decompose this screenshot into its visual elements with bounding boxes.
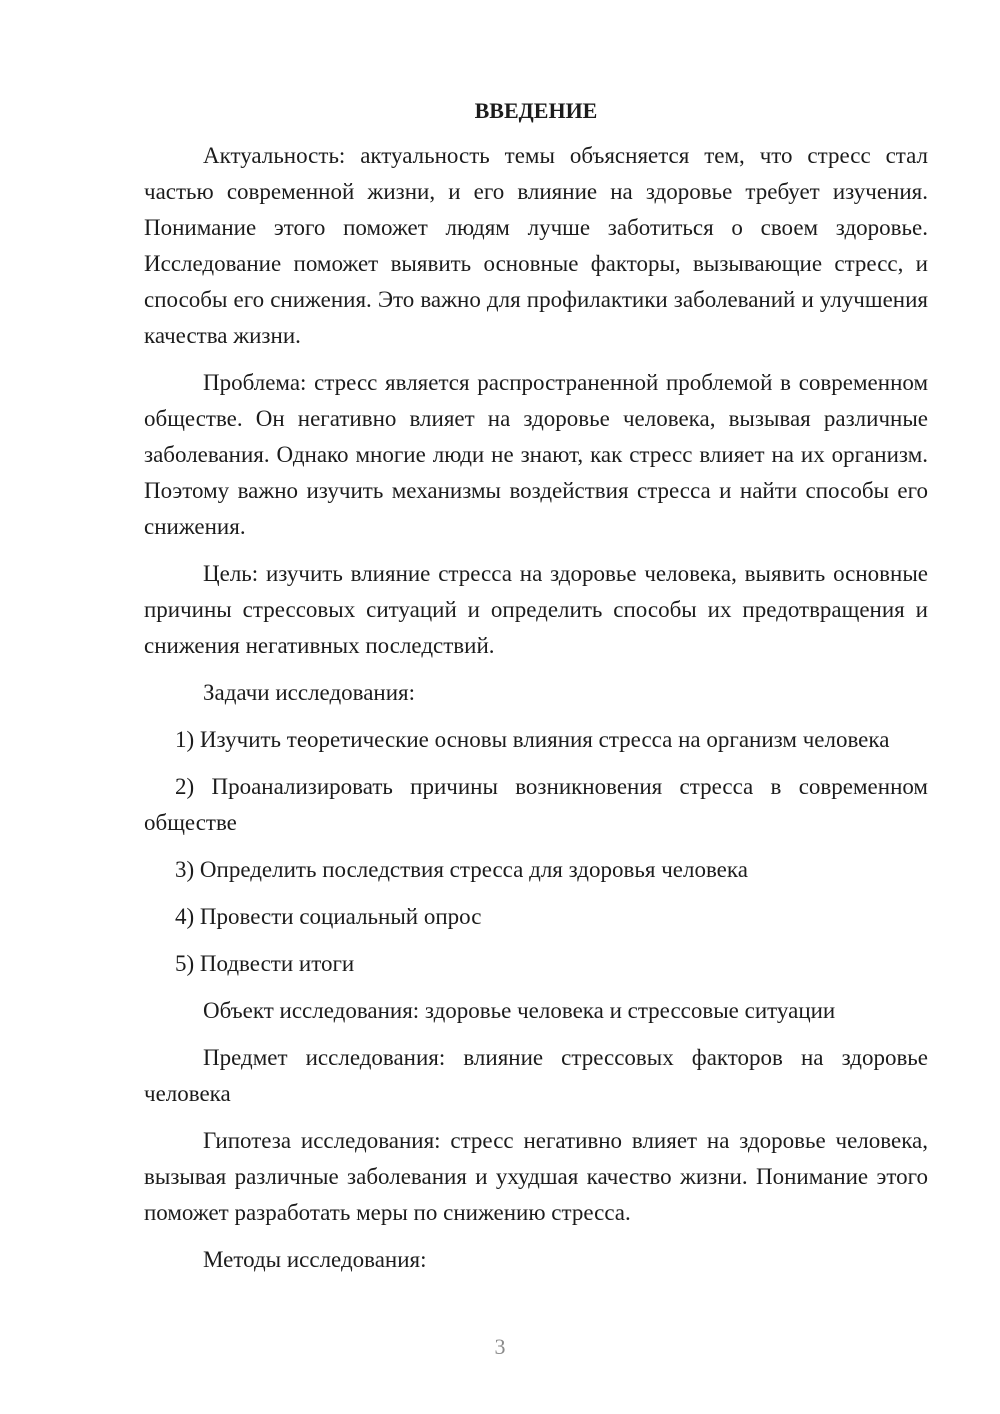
paragraph-object: Объект исследования: здоровье человека и стрессовые ситуации — [203, 998, 836, 1023]
section-title: ВВЕДЕНИЕ — [474, 98, 598, 123]
page-number: 3 — [494, 1334, 506, 1359]
task-item: 3) Определить последствия стресса для здоровья человека — [175, 857, 748, 882]
paragraph-problem: Проблема: стресс является распространенной проблемой в современном обществе. Он негативно влияет на здоровье человека, вызывая различные заболевания. Однако многие люди не знают, как стресс влияет на их организм. Поэтому важно изучить механизмы воздействия стресса и найти способы его снижения. — [144, 370, 928, 539]
paragraph-methods: Методы исследования: — [203, 1247, 427, 1272]
task-item: 1) Изучить теоретические основы влияния стресса на организм человека — [175, 727, 890, 752]
task-item: 5) Подвести итоги — [175, 951, 355, 976]
task-item: 4) Провести социальный опрос — [175, 904, 482, 929]
page-content — [144, 96, 928, 1289]
paragraph-hypothesis: Гипотеза исследования: стресс негативно влияет на здоровье человека, вызывая различные заболевания и ухудшая качество жизни. Понимание этого поможет разработать меры по снижению стресса. — [144, 1128, 928, 1225]
paragraph-tasks-heading: Задачи исследования: — [203, 680, 416, 705]
paragraph-relevance: Актуальность: актуальность темы объясняется тем, что стресс стал частью современной жизни, и его влияние на здоровье требует изучения. Понимание этого поможет людям лучше заботиться о своем здоровье. Исследование поможет выявить основные факторы, вызывающие стресс, и способы его снижения. Это важно для профилактики заболеваний и улучшения качества жизни. — [144, 143, 928, 348]
paragraph-subject: Предмет исследования: влияние стрессовых факторов на здоровье человека — [144, 1045, 928, 1106]
task-item: 2) Проанализировать причины возникновения стресса в современном обществе — [144, 774, 928, 835]
paragraph-goal: Цель: изучить влияние стресса на здоровье человека, выявить основные причины стрессовых ситуаций и определить способы их предотвращения и снижения негативных последствий. — [144, 561, 928, 658]
